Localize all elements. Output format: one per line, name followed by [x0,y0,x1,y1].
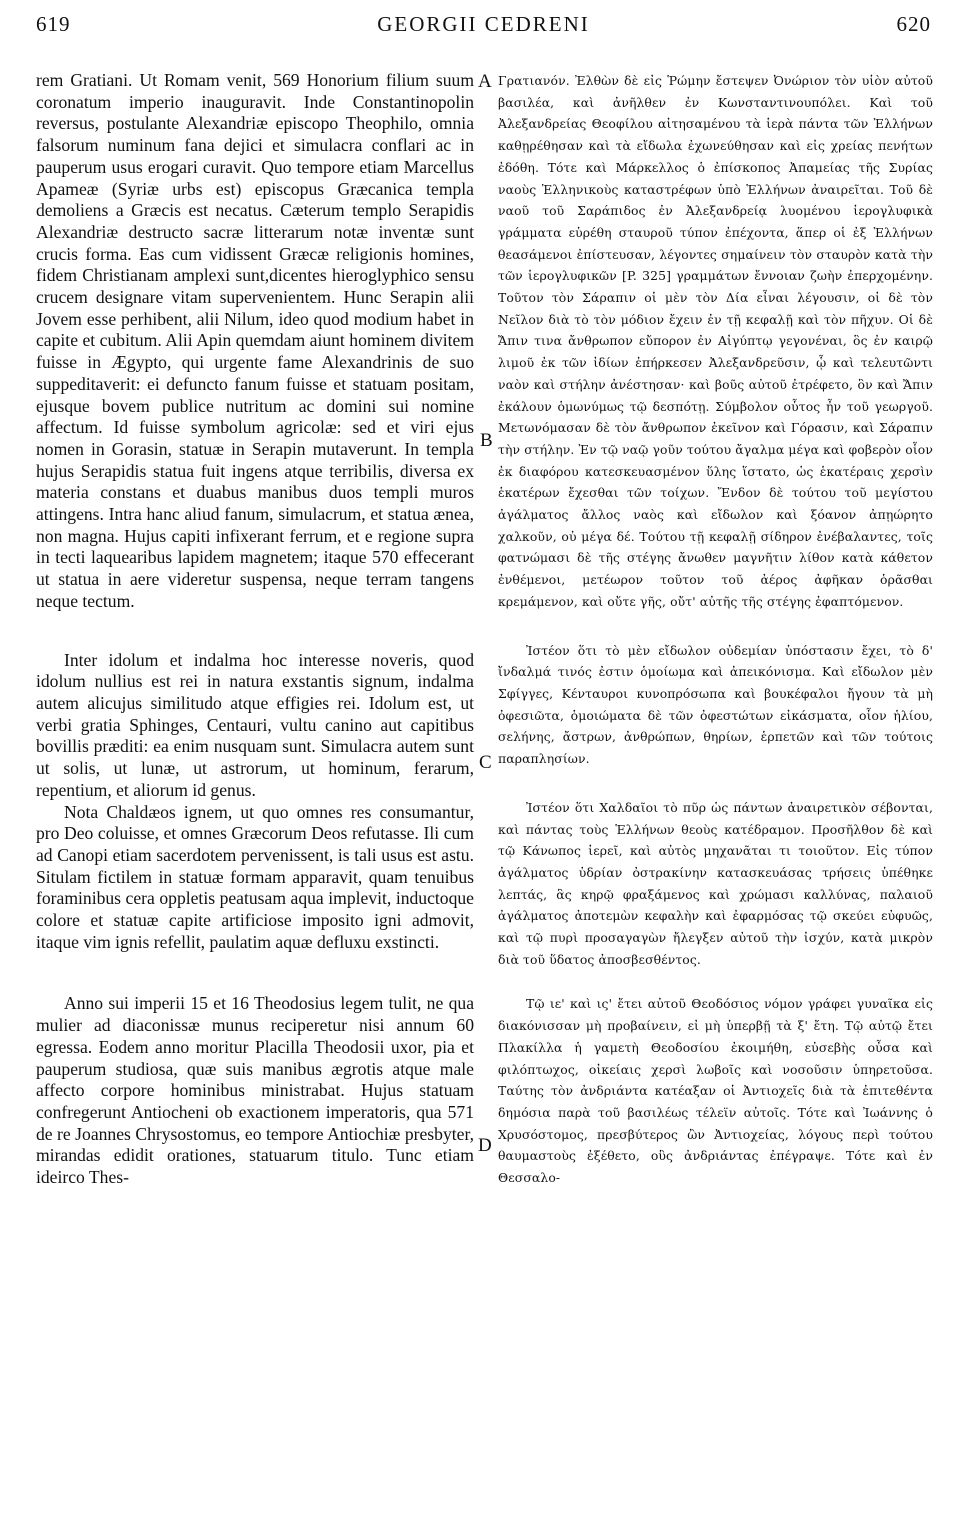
margin-letter-a: A [478,71,492,92]
margin-letter-c: C [479,752,492,773]
greek-paragraph: Ἰστέον ὅτι Χαλδαῖοι τὸ πῦρ ὡς πάντων ἀναιρετικὸν σέβονται, καὶ πάντας τοὺς Ἑλλήνων θεοὺς κατέδραμον. Προσῆλθον δὲ καὶ τῷ Κάνωπος ἱερεῖ, καὶ αὐτὸς μηχανᾶται τι τοιοῦτον. Εἰς τύπον ἀγάλματος ὑδρίαν ὀστρακίνην κατασκευάσας τρήσεις ὑπέθηκε λεπτάς, ἃς κηρῷ φραξάμενος καὶ χρώμασι καλλύνας, παλαιοῦ ἀγάλματος ἀποτεμὼν κεφαλὴν καὶ ἐφαρμόσας τῷ σκεύει εὐφυῶς, καὶ τῷ πυρὶ προσαγαγὼν ἤλεγξεν αὐτοῦ τὴν ἰσχύν, κατὰ μικρὸν διὰ τοῦ ὕδατος ἀποσβεσθέντος. [498,799,933,967]
greek-paragraph: Ἰστέον ὅτι τὸ μὲν εἴδωλον οὐδεμίαν ὑπόστασιν ἔχει, τὸ δ' ἴνδαλμά τινός ἐστιν ὁμοίωμα καὶ ἀπεικόνισμα. Καὶ εἴδωλον μὲν Σφίγγες, Κένταυροι κυνοπρόσωπα καὶ βουκέφαλοι ἤγουν τὰ μὴ ὀφεσιῶτα, ὁμοιώματα δὲ τῶν ὀφεστώτων εἰκάσματα, οἷον ἡλίου, σελήνης, ἄστρων, ἀνθρώπων, θηρίων, ἑρπετῶν καὶ τῶν τούτοις παραπλησίων. [498,642,933,767]
page-number-left: 619 [36,12,71,36]
latin-paragraph: Anno sui imperii 15 et 16 Theodosius legem tulit, ne qua mulier ad diaconissæ munus reciperetur nisi annum 60 egressa. Eodem anno moritur Placilla Theodosii uxor, pia et pauperum studiosa, quæ suis manibus ægrotis atque male affecto corpore hominibus ministrabat. Hujus statuam confregerunt Antiocheni ob exactionem imperatoris, qua 571 de re Joannes Chrysostomus, eo tempore Antiochiæ presbyter, mirandas edidit orationes, statuarum titulo. Tunc etiam ideirco Thes- [36,993,474,1188]
spacer [36,613,474,650]
spacer [498,970,933,993]
page-number-right: 620 [896,12,931,36]
spacer [36,953,474,993]
spacer [498,770,933,797]
greek-paragraph: Γρατιανόν. Ἐλθὼν δὲ εἰς Ῥώμην ἔστεψεν Ὀνώριον τὸν υἱὸν αὐτοῦ βασιλέα, καὶ ἀνῆλθεν ἐν Κωνσταντινουπόλει. Καὶ τοῦ Ἀλεξανδρείας Θεοφίλου αἰτησαμένου τὰ ἱερὰ πάντα τῶν Ἑλλήνων καθῃρέθησαν καὶ τὰ εἴδωλα ἐχωνεύθησαν καὶ εἰς χρείας πενήτων ἐδόθη. Τότε καὶ Μάρκελλος ὁ ἐπίσκοπος Ἀπαμείας τῆς Συρίας ναοὺς Ἑλληνικοὺς καταστρέφων ὑπὸ Ἑλλήνων ἀναιρεῖται. Τοῦ δὲ ναοῦ τοῦ Σαράπιδος ἐν Ἀλεξανδρείᾳ λυομένου ἱερογλυφικὰ γράμματα εὑρέθη σταυροῦ τύπον ἐπέχοντα, ἅπερ οἱ ἐξ Ἑλλήνων θεασάμενοι ἐπίστευσαν, λέγοντες σημαίνειν τὸν σταυρὸν κατὰ τὴν τῶν ἱερογλυφικῶν [P. 325] γραμμάτων ἔννοιαν ζωὴν ἐπερχομένην. Τοῦτον τὸν Σάραπιν οἱ μὲν τὸν Δία εἶναι λέγουσιν, οἱ δὲ τὸν Νεῖλον διὰ τὸ τὸν μόδιον ἔχειν ἐν τῇ κεφαλῇ καὶ τὸν πῆχυν. Οἱ δὲ Ἄπιν τινα ἄνθρωπον εὔπορον ἐν Αἰγύπτῳ γεγονέναι, ὃς ἐν καιρῷ λιμοῦ ἐκ τῶν ἰδίων ἐπήρκεσεν Ἀλεξανδρεῦσιν, ᾧ καὶ τελευτῶντι ναὸν καὶ στήλην ἀνέστησαν· καὶ βοῦς αὐτοῦ ἐτρέφετο, ὃν καὶ Ἄπιν ἐκάλουν ὁμωνύμως τῷ δεσπότῃ. Σύμβολον οὗτος ἦν τοῦ γεωργοῦ. Μετωνόμασαν δὲ τὸν ἄνθρωπον ἐκεῖνον καὶ Γόρασιν, καὶ Σάραπιν τὴν στήλην. Ἐν τῷ ναῷ γοῦν τούτου ἄγαλμα μέγα καὶ φοβερὸν οἷον ἐκ διαφόρου κατεσκευασμένον ὕλης ἵστατο, ὡς ἑκατέραις χερσὶν ἑκατέρων ἔχεσθαι τῶν τοίχων. Ἔνδον δὲ τούτου τοῦ μεγίστου ἀγάλματος ἄλλος ναὸς καὶ εἴδωλον καὶ ξόανον ἀπῃώρητο χαλκοῦν, οὐ μέγα δέ. Τούτου τῇ κεφαλῇ σίδηρον ἐνέβαλαντες, τοῖς φατνώμασι δὲ τῆς στέγης ἄνωθεν μαγνῆτιν λίθον κατὰ κάθετον ἐνθέμενοι, μετέωρον τοῦτον τοῦ ἀέρος ἀφῆκαν ὁρᾶσθαι κρεμάμενον, καὶ οὔτε γῆς, οὔτ' αὐτῆς τῆς στέγης ἐφαπτόμενον. [498,73,933,609]
greek-paragraph: Τῷ ιε' καὶ ις' ἔτει αὐτοῦ Θεοδόσιος νόμον γράφει γυναῖκα εἰς διακόνισσαν μὴ προβαίνειν, εἰ μὴ ὑπερβῇ τὰ ξ' ἔτη. Τῷ αὐτῷ ἔτει Πλακίλλα ἡ γαμετὴ Θεοδοσίου ἐκοιμήθη, εὐσεβὴς οὖσα καὶ φιλόπτωχος, οἰκείαις χερσὶ λωβοῖς καὶ νοσοῦσιν ὑπηρετοῦσα. Ταύτης τὸν ἀνδριάντα κατέαξαν οἱ Ἀντιοχεῖς διὰ τὰ ἐπιτεθέντα δημόσια παρὰ τοῦ βασιλέως τέλεϊν αὐτοῖς. Τότε καὶ Ἰωάννης ὁ Χρυσόστομος, πρεσβύτερος ὢν Ἀντιοχείας, λόγους περὶ τούτου θαυμαστοὺς ἐξέθετο, οὓς ἀνδριάντας ἐπέγραψε. Τότε καὶ ἐν Θεσσαλο- [498,996,933,1186]
spacer [498,613,933,640]
greek-column [498,70,933,1189]
latin-column [36,70,474,1189]
latin-paragraph: Inter idolum et indalma hoc interesse noveris, quod idolum nullius est rei in natura exstantis signum, indalma autem alicujus similitudo atque effigies rei. Idolum est, ut verbi gratia Sphinges, Centauri, vultu canino aut capitibus bovillis præditi: ea enim nusquam sunt. Simulacra autem sunt ut solis, ut lunæ, ut astrorum, ut hominum, ferarum, repentium, et aliorum id genus. [36,649,474,800]
margin-letter-d: D [478,1135,492,1156]
page-title: GEORGII CEDRENI [377,12,590,36]
latin-paragraph: Nota Chaldæos ignem, ut quo omnes res consumantur, pro Deo coluisse, et omnes Græcorum Deos refutasse. Ili cum ad Canopi etiam sacerdotem pervenissent, is tali usus est astu. Situlam fictilem in statuæ formam apparavit, quam tenuibus foraminibus cera oppletis peatusam aqua implevit, inductoque colore et statuæ capite artificiose imposito igni admovit, itaque vim ignis refellit, paulatim aquæ defluxu exstincti. [36,801,474,952]
running-header [36,12,931,42]
latin-paragraph: rem Gratiani. Ut Romam venit, 569 Honorium filium suum coronatum imperio inauguravit. Inde Constantinopolin reversus, postulante Alexandriæ episcopo Theophilo, omnia falsorum numinum fana dejici et simulacra conflari ac in pauperum usus erogari curavit. Quo tempore etiam Marcellus Apameæ (Syriæ urbs est) episcopus Græcanica templa demoliens a Græcis est necatus. Cæterum templo Serapidis Alexandriæ destructo sacræ litterarum notæ inventæ sunt crucis forma. Eas cum vidissent Græcæ religionis homines, fidem Christianam amplexi sunt,dicentes hieroglyphico sensu crucem designare vitam supervenientem. Hunc Serapin alii Jovem esse perhibent, alii Nilum, ideo quod modium habet in capite et cubitum. Alii Apin quemdam aiunt hominem divitem fuisse in Ægypto, qui urgente fame Alexandrinis de suo suppeditaverit: ei defuncto fanum fuisse et statuam positam, ejusque bovem publice nutritum ac domini sui nomine affectum. Id fuisse symbolum agricolæ: sed et viri ejus nomen in Gorasin, statuæ in Serapin mutaverunt. In templa hujus Serapidis statua fuit ingens atque terribilis, diversa ex materia constans et duabus manibus duos templi muros attingens. Intra hanc aliud fanum, simulacrum, et statua ænea, non magna. Hujus capiti infixerant ferrum, et e regione supra in tecti laquearibus lapidem magnetem; itaque 570 effecerant ut statua in aere videretur suspensa, neque terram tangens neque tectum. [36,70,474,611]
margin-letter-b: B [480,430,493,451]
